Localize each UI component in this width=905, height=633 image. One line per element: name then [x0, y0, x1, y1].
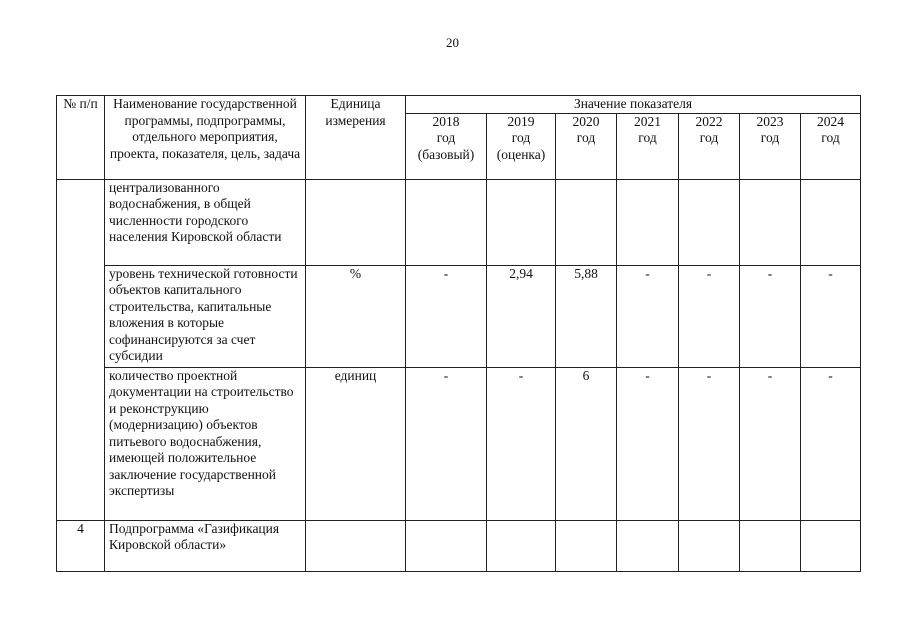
value-cell: 2,94 — [487, 265, 556, 367]
value-cell — [556, 179, 617, 265]
value-cell — [406, 520, 487, 571]
value-cell — [617, 179, 679, 265]
value-cell: 6 — [556, 367, 617, 520]
value-cell — [801, 179, 861, 265]
header-name: Наименование государственной программы, подпрограммы, отдельного мероприятия, проекта, показателя, цель, задача — [105, 96, 306, 180]
value-cell — [679, 179, 740, 265]
value-cell — [740, 520, 801, 571]
header-values-title: Значение показателя — [406, 96, 861, 114]
table-row — [57, 520, 861, 571]
value-cell: - — [801, 367, 861, 520]
value-cell — [740, 179, 801, 265]
value-cell: 5,88 — [556, 265, 617, 367]
value-cell: - — [487, 367, 556, 520]
header-row-1 — [57, 96, 861, 114]
value-cell: - — [617, 367, 679, 520]
value-cell — [617, 520, 679, 571]
value-cell: - — [679, 367, 740, 520]
row-num — [57, 179, 105, 520]
row-unit — [306, 179, 406, 265]
row-num: 4 — [57, 520, 105, 571]
value-cell — [487, 520, 556, 571]
value-cell: - — [801, 265, 861, 367]
value-cell — [487, 179, 556, 265]
header-year-2019: 2019 год (оценка) — [487, 113, 556, 179]
value-cell: - — [617, 265, 679, 367]
table-row — [57, 265, 861, 367]
value-cell — [801, 520, 861, 571]
row-unit: % — [306, 265, 406, 367]
table-row — [57, 179, 861, 265]
value-cell: - — [679, 265, 740, 367]
indicator-table — [56, 95, 861, 572]
header-num: № п/п — [57, 96, 105, 180]
value-cell — [556, 520, 617, 571]
row-unit — [306, 520, 406, 571]
value-cell: - — [740, 265, 801, 367]
value-cell — [406, 179, 487, 265]
table-row — [57, 367, 861, 520]
header-year-2023: 2023 год — [740, 113, 801, 179]
row-name: уровень технической готовности объектов капитального строительства, капитальные вложения в которые софинансируются за счет субсидии — [105, 265, 306, 367]
value-cell: - — [406, 367, 487, 520]
value-cell — [679, 520, 740, 571]
row-unit: единиц — [306, 367, 406, 520]
value-cell: - — [406, 265, 487, 367]
header-year-2024: 2024 год — [801, 113, 861, 179]
row-name: централизованного водоснабжения, в общей численности городского населения Кировской области — [105, 179, 306, 265]
header-year-2020: 2020 год — [556, 113, 617, 179]
header-year-2022: 2022 год — [679, 113, 740, 179]
page-number: 20 — [446, 35, 459, 50]
row-name: Подпрограмма «Газификация Кировской области» — [105, 520, 306, 571]
row-name: количество проектной документации на строительство и реконструкцию (модернизацию) объектов питьевого водоснабжения, имеющей положительное заключение государственной экспертизы — [105, 367, 306, 520]
value-cell: - — [740, 367, 801, 520]
header-year-2021: 2021 год — [617, 113, 679, 179]
header-unit: Единица измерения — [306, 96, 406, 180]
header-year-2018: 2018 год (базовый) — [406, 113, 487, 179]
